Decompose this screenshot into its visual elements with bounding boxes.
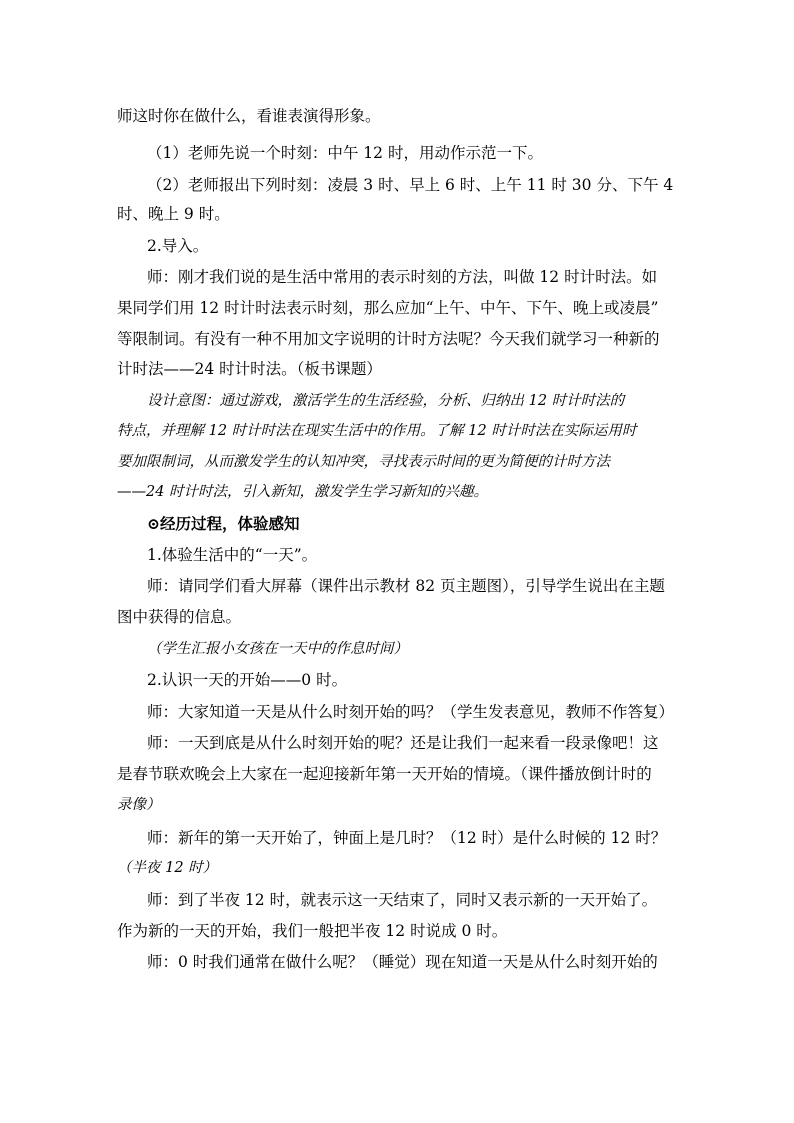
text-line: 是春节联欢晚会上大家在一起迎接新年第一天开始的情境。（课件播放倒计时的 (117, 765, 652, 783)
text-line: （半夜 12 时） (117, 860, 218, 876)
text-line: 2.认识一天的开始——0 时。 (147, 671, 348, 689)
text-line: 果同学们用 12 时计时法表示时刻，那么应加“上午、中午、下午、晚上或凌晨” (117, 299, 659, 317)
text-line: 录像） (117, 797, 161, 813)
text-line: 师：一天到底是从什么时刻开始的呢？还是让我们一起来看一段录像吧！这 (147, 734, 659, 752)
text-line: 师：大家知道一天是从什么时刻开始的吗？（学生发表意见，教师不作答复） (147, 703, 675, 721)
text-line: 作为新的一天的开始，我们一般把半夜 12 时说成 0 时。 (117, 922, 508, 940)
text-line: 师：0 时我们通常在做什么呢？（睡觉）现在知道一天是从什么时刻开始的 (147, 953, 658, 971)
text-line: 师这时你在做什么，看谁表演得形象。 (117, 107, 381, 125)
text-line: 师：到了半夜 12 时，就表示这一天结束了，同时又表示新的一天开始了。 (147, 891, 658, 909)
text-line: 1.体验生活中的“一天”。 (147, 546, 318, 564)
text-line: 2.导入。 (147, 237, 209, 255)
design-note-line: 要加限制词，从而激发学生的认知冲突，寻找表示时间的更为简便的计时方法 (117, 454, 610, 470)
text-line: （1）老师先说一个时刻：中午 12 时，用动作示范一下。 (147, 144, 543, 162)
section-heading: ⊙经历过程，体验感知 (147, 514, 300, 533)
design-note-line: 设计意图：通过游戏，激活学生的生活经验，分析、归纳出 12 时计时法的 (147, 393, 625, 409)
text-line: （学生汇报小女孩在一天中的作息时间） (147, 641, 408, 657)
text-line: 时、晚上 9 时。 (117, 205, 230, 223)
text-line: （2）老师报出下列时刻：凌晨 3 时、早上 6 时、上午 11 时 30 分、下午 4 (147, 176, 674, 194)
text-line: 师：刚才我们说的是生活中常用的表示时刻的方法，叫做 12 时计时法。如 (147, 268, 658, 286)
text-line: 师：请同学们看大屏幕（课件出示教材 82 页主题图），引导学生说出在主题 (147, 577, 665, 595)
text-line: 等限制词。有没有一种不用加文字说明的计时方法呢？今天我们就学习一种新的 (117, 330, 660, 348)
text-line: 师：新年的第一天开始了，钟面上是几时？（12 时）是什么时候的 12 时？ (147, 829, 667, 847)
design-note-line: 特点，并理解 12 时计时法在现实生活中的作用。了解 12 时计时法在实际运用时 (117, 423, 637, 439)
text-line: 计时法——24 时计时法。（板书课题） (117, 360, 382, 378)
design-note-line: ——24 时计时法，引入新知，激发学生学习新知的兴趣。 (117, 484, 489, 500)
text-line: 图中获得的信息。 (117, 608, 242, 626)
